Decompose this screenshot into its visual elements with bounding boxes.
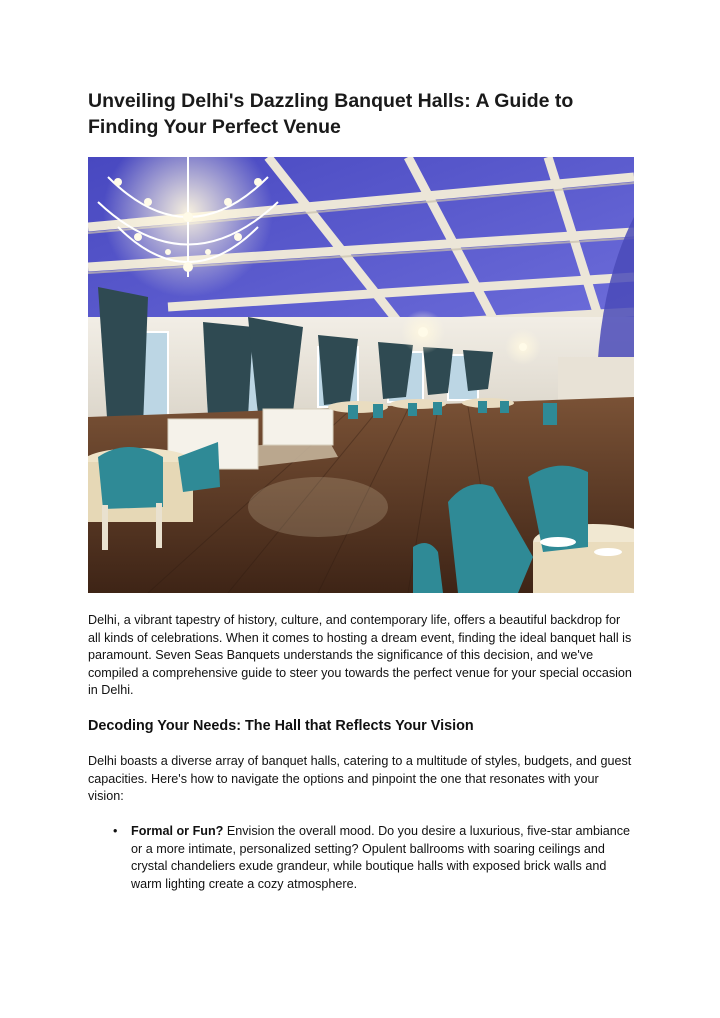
bullet-text: Envision the overall mood. Do you desire a luxurious, five-star ambiance or a more intimate, personalized setting? Opulent ballrooms with soaring ceilings and crystal chandeliers exude grandeur, while boutique halls with exposed brick walls and warm lighting create a cozy atmosphere. xyxy=(131,824,631,891)
section-paragraph: Delhi boasts a diverse array of banquet halls, catering to a multitude of styles, budgets, and guest capacities. Here's how to navigate the options and pinpoint the one that resonates with your vision: xyxy=(88,754,632,803)
banquet-hall-photo xyxy=(88,157,634,593)
bullet-icon: • xyxy=(113,824,118,838)
bullet-list xyxy=(88,823,634,893)
banquet-hall-illustration xyxy=(88,157,634,593)
intro-paragraph: Delhi, a vibrant tapestry of history, culture, and contemporary life, offers a beautiful backdrop for all kinds of celebrations. When it comes to hosting a dream event, finding the ideal banquet hall is paramount. Seven Seas Banquets understands the significance of this decision, and we've compiled a comprehensive guide to steer you towards the perfect venue for your special occasion in Delhi. xyxy=(88,613,632,697)
list-item xyxy=(88,823,634,893)
bullet-lead: Formal or Fun? xyxy=(131,824,224,838)
document-title: Unveiling Delhi's Dazzling Banquet Halls: A Guide to Finding Your Perfect Venue xyxy=(88,90,574,138)
section-heading: Decoding Your Needs: The Hall that Reflects Your Vision xyxy=(88,718,474,734)
